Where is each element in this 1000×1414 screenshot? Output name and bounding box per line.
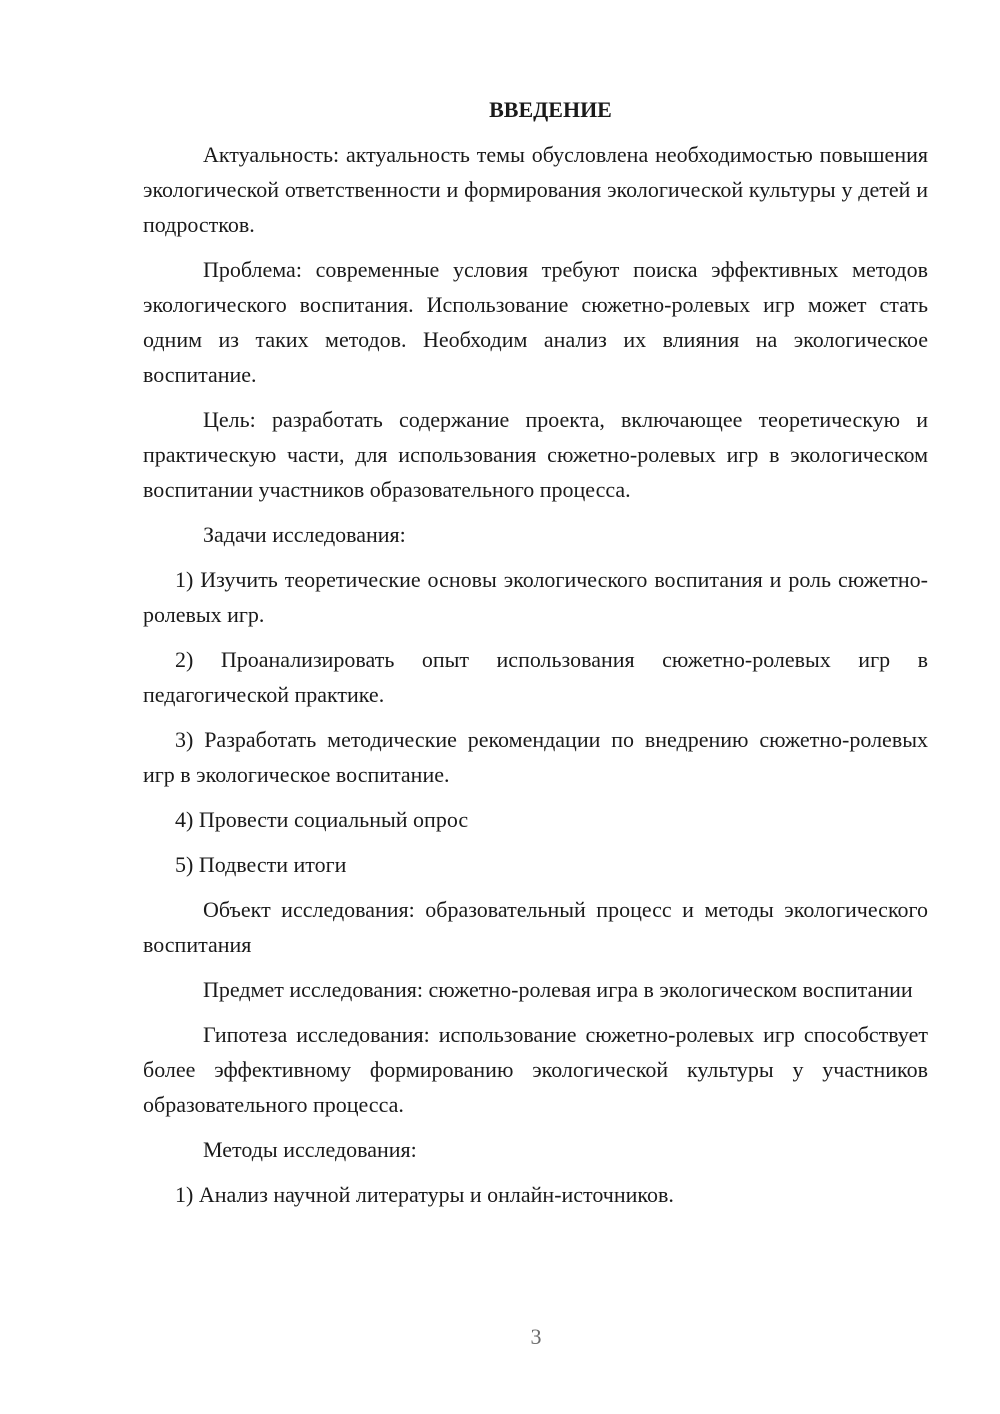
relevance-paragraph: Актуальность: актуальность темы обусловлена необходимостью повышения экологической ответственности и формирования экологической культуры у детей и подростков. bbox=[143, 142, 928, 237]
method-item-1: 1) Анализ научной литературы и онлайн-источников. bbox=[175, 1182, 674, 1207]
task-item-2: 2) Проанализировать опыт использования сюжетно-ролевых игр в педагогической практике. bbox=[143, 647, 928, 707]
task-item-4: 4) Провести социальный опрос bbox=[175, 807, 469, 832]
tasks-heading: Задачи исследования: bbox=[203, 522, 406, 547]
subject-paragraph: Предмет исследования: сюжетно-ролевая игра в экологическом воспитании bbox=[203, 977, 913, 1002]
problem-paragraph: Проблема: современные условия требуют поиска эффективных методов экологического воспитания. Использование сюжетно-ролевых игр может стать одним из таких методов. Необходим анализ их влияния на экологическое воспитание. bbox=[143, 257, 928, 387]
goal-paragraph: Цель: разработать содержание проекта, включающее теоретическую и практическую части, для использования сюжетно-ролевых игр в экологическом воспитании участников образовательного процесса. bbox=[143, 407, 928, 502]
methods-heading: Методы исследования: bbox=[203, 1137, 417, 1162]
page-number: 3 bbox=[530, 1324, 542, 1349]
task-item-3: 3) Разработать методические рекомендации по внедрению сюжетно-ролевых игр в экологическое воспитание. bbox=[143, 727, 928, 787]
task-item-1: 1) Изучить теоретические основы экологического воспитания и роль сюжетно-ролевых игр. bbox=[143, 567, 928, 627]
object-paragraph: Объект исследования: образовательный процесс и методы экологического воспитания bbox=[143, 897, 928, 957]
hypothesis-paragraph: Гипотеза исследования: использование сюжетно-ролевых игр способствует более эффективному формированию экологической культуры у участников образовательного процесса. bbox=[143, 1022, 928, 1117]
task-item-5: 5) Подвести итоги bbox=[175, 852, 347, 877]
document-page bbox=[143, 92, 928, 1222]
page-title: ВВЕДЕНИЕ bbox=[489, 97, 612, 122]
